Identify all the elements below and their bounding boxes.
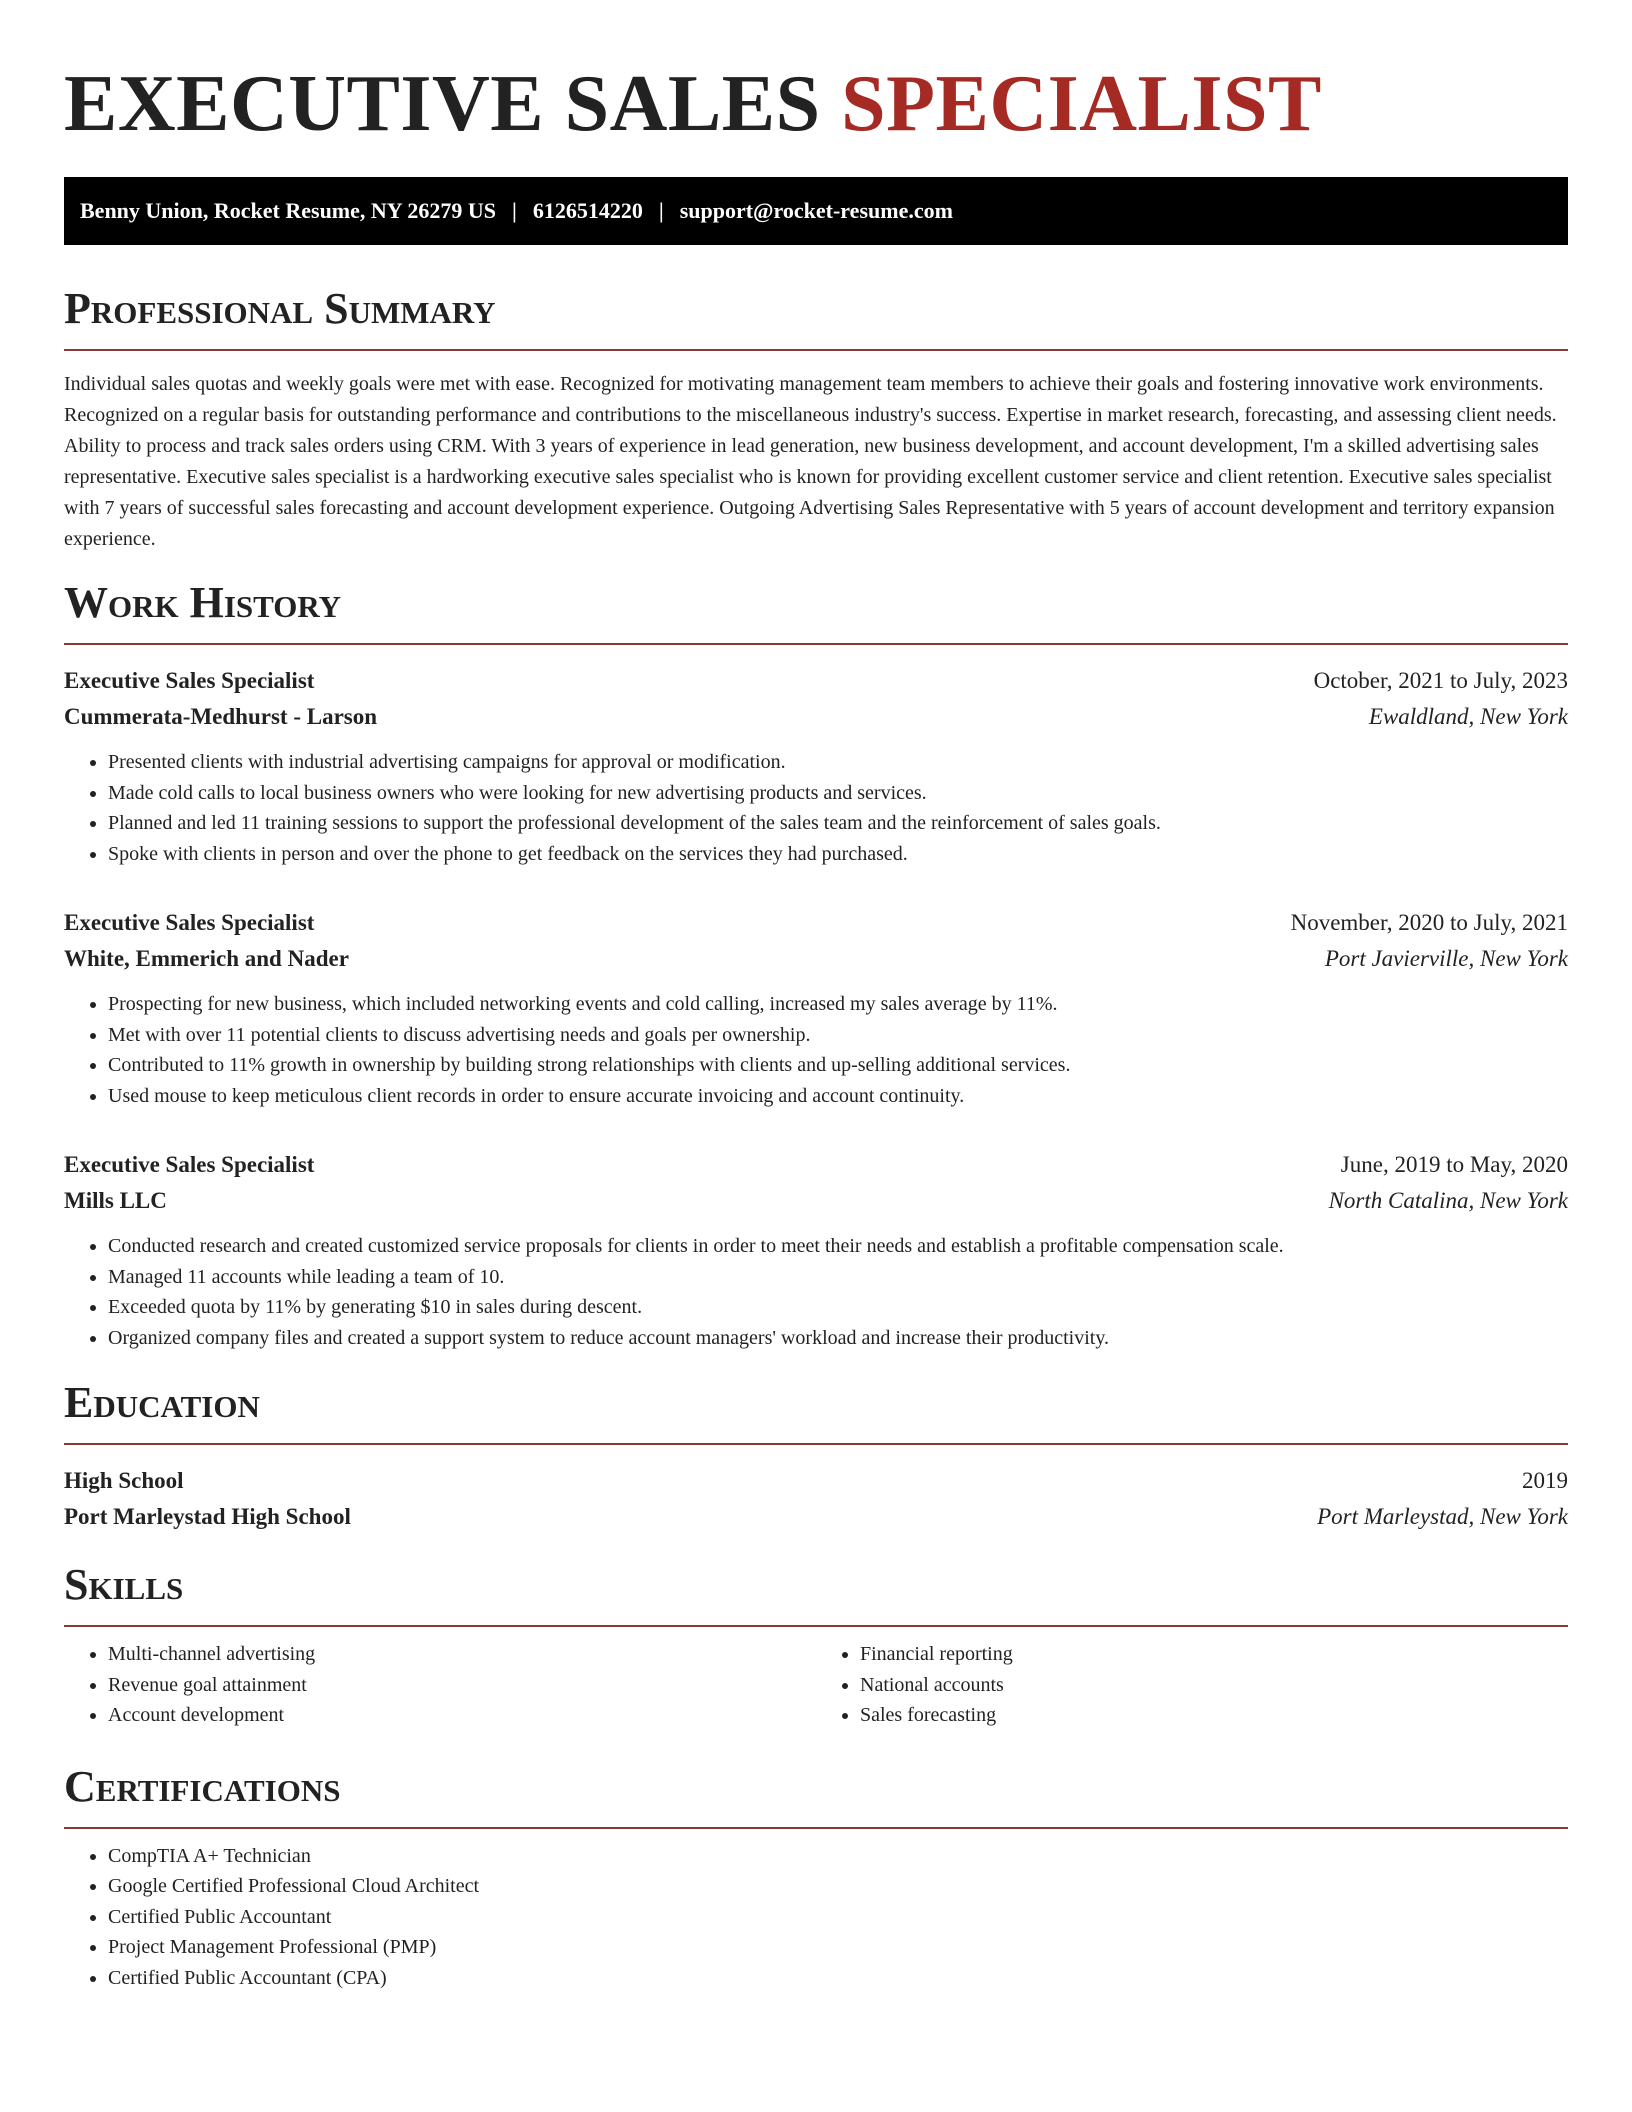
job-title: Executive Sales Specialist bbox=[64, 1152, 315, 1177]
list-item: • Conducted research and created customized service proposals for clients in order to meet their needs and establish a profitable compensation scale. bbox=[108, 1231, 1568, 1262]
job-title: Executive Sales Specialist bbox=[64, 910, 315, 935]
section-heading-work-history: Work History bbox=[64, 578, 342, 627]
job-bullets bbox=[64, 1231, 1568, 1353]
job-company: White, Emmerich and Nader bbox=[64, 946, 349, 971]
job-company-row bbox=[64, 941, 1568, 977]
list-item: • Sales forecasting bbox=[860, 1700, 1568, 1731]
contact-bar bbox=[64, 177, 1568, 245]
list-item: • Multi-channel advertising bbox=[108, 1639, 816, 1670]
education-header-row bbox=[64, 1463, 1568, 1499]
list-item: • Presented clients with industrial advertising campaigns for approval or modification. bbox=[108, 747, 1568, 778]
section-divider bbox=[64, 1625, 1568, 1627]
section-divider bbox=[64, 643, 1568, 645]
title-main: EXECUTIVE SALES bbox=[64, 60, 821, 148]
certifications-section bbox=[64, 1761, 1568, 1994]
job-company: Mills LLC bbox=[64, 1188, 167, 1213]
section-heading-certifications: Certifications bbox=[64, 1761, 341, 1811]
section-heading-summary: Professional Summary bbox=[64, 284, 496, 333]
list-item: • Made cold calls to local business owners who were looking for new advertising products and services. bbox=[108, 778, 1568, 809]
job-entry bbox=[64, 663, 1568, 869]
education-school-row bbox=[64, 1499, 1568, 1535]
list-item: • Certified Public Accountant bbox=[108, 1902, 1568, 1933]
contact-separator: | bbox=[511, 198, 517, 223]
work-history-section bbox=[64, 577, 1568, 1353]
list-item: • National accounts bbox=[860, 1670, 1568, 1701]
job-company-row bbox=[64, 699, 1568, 735]
list-item: • Organized company files and created a support system to reduce account managers' workload and increase their productivity. bbox=[108, 1323, 1568, 1354]
contact-separator: | bbox=[658, 198, 664, 223]
job-dates: November, 2020 to July, 2021 bbox=[1290, 910, 1568, 935]
contact-address: Benny Union, Rocket Resume, NY 26279 US bbox=[80, 198, 496, 223]
list-item: • Certified Public Accountant (CPA) bbox=[108, 1963, 1568, 1994]
section-divider bbox=[64, 1443, 1568, 1445]
job-company-row bbox=[64, 1183, 1568, 1219]
education-year: 2019 bbox=[1522, 1468, 1568, 1493]
list-item: • CompTIA A+ Technician bbox=[108, 1841, 1568, 1872]
job-entry bbox=[64, 1147, 1568, 1353]
job-bullets bbox=[64, 747, 1568, 869]
list-item: • Contributed to 11% growth in ownership by building strong relationships with clients and up-selling additional services. bbox=[108, 1050, 1568, 1081]
list-item: • Revenue goal attainment bbox=[108, 1670, 816, 1701]
job-header-row bbox=[64, 663, 1568, 699]
job-dates: October, 2021 to July, 2023 bbox=[1313, 668, 1568, 693]
skills-grid bbox=[64, 1639, 1568, 1731]
education-school: Port Marleystad High School bbox=[64, 1504, 351, 1529]
list-item: • Exceeded quota by 11% by generating $10 in sales during descent. bbox=[108, 1292, 1568, 1323]
list-item: • Google Certified Professional Cloud Architect bbox=[108, 1871, 1568, 1902]
contact-phone: 6126514220 bbox=[532, 198, 643, 223]
list-item: • Spoke with clients in person and over the phone to get feedback on the services they had purchased. bbox=[108, 839, 1568, 870]
job-entry bbox=[64, 905, 1568, 1111]
section-heading-education: Education bbox=[64, 1378, 260, 1427]
section-divider bbox=[64, 349, 1568, 351]
list-item: • Account development bbox=[108, 1700, 816, 1731]
job-bullets bbox=[64, 989, 1568, 1111]
job-location: Ewaldland, New York bbox=[1368, 704, 1568, 729]
section-heading-skills: Skills bbox=[64, 1560, 184, 1609]
list-item: • Met with over 11 potential clients to discuss advertising needs and goals per ownership. bbox=[108, 1020, 1568, 1051]
certifications-list bbox=[64, 1841, 1568, 1994]
title-accent: SPECIALIST bbox=[841, 60, 1322, 148]
list-item: • Used mouse to keep meticulous client records in order to ensure accurate invoicing and account continuity. bbox=[108, 1081, 1568, 1112]
resume-title bbox=[64, 56, 1568, 152]
skills-column-right bbox=[816, 1639, 1568, 1731]
list-item: • Managed 11 accounts while leading a team of 10. bbox=[108, 1262, 1568, 1293]
education-entry bbox=[64, 1463, 1568, 1535]
list-item: • Financial reporting bbox=[860, 1639, 1568, 1670]
list-item: • Project Management Professional (PMP) bbox=[108, 1932, 1568, 1963]
job-header-row bbox=[64, 1147, 1568, 1183]
summary-section bbox=[64, 283, 1568, 555]
education-degree: High School bbox=[64, 1468, 184, 1493]
job-title: Executive Sales Specialist bbox=[64, 668, 315, 693]
summary-text: Individual sales quotas and weekly goals were met with ease. Recognized for motivating management team members to achieve their goals and fostering innovative work environments. Recognized on a regular basis for outstanding performance and contributions to the miscellaneous industry's success. Expertise in market research, forecasting, and assessing client needs. Ability to process and track sales orders using CRM. With 3 years of experience in lead generation, new business development, and account development, I'm a skilled advertising sales representative. Executive sales specialist is a hardworking executive sales specialist who is known for providing excellent customer service and client retention. Executive sales specialist with 7 years of successful sales forecasting and account development experience. Outgoing Advertising Sales Representative with 5 years of account development and territory expansion experience. bbox=[64, 373, 1557, 550]
list-item: • Planned and led 11 training sessions to support the professional development of the sales team and the reinforcement of sales goals. bbox=[108, 808, 1568, 839]
job-header-row bbox=[64, 905, 1568, 941]
education-section bbox=[64, 1377, 1568, 1535]
list-item: • Prospecting for new business, which included networking events and cold calling, increased my sales average by 11%. bbox=[108, 989, 1568, 1020]
skills-section bbox=[64, 1559, 1568, 1731]
job-location: North Catalina, New York bbox=[1328, 1188, 1568, 1213]
education-location: Port Marleystad, New York bbox=[1317, 1504, 1568, 1529]
section-divider bbox=[64, 1827, 1568, 1829]
job-company: Cummerata-Medhurst - Larson bbox=[64, 704, 378, 729]
job-dates: June, 2019 to May, 2020 bbox=[1340, 1152, 1568, 1177]
skills-column-left bbox=[64, 1639, 816, 1731]
job-location: Port Javierville, New York bbox=[1324, 946, 1568, 971]
contact-email: support@rocket-resume.com bbox=[679, 198, 953, 223]
